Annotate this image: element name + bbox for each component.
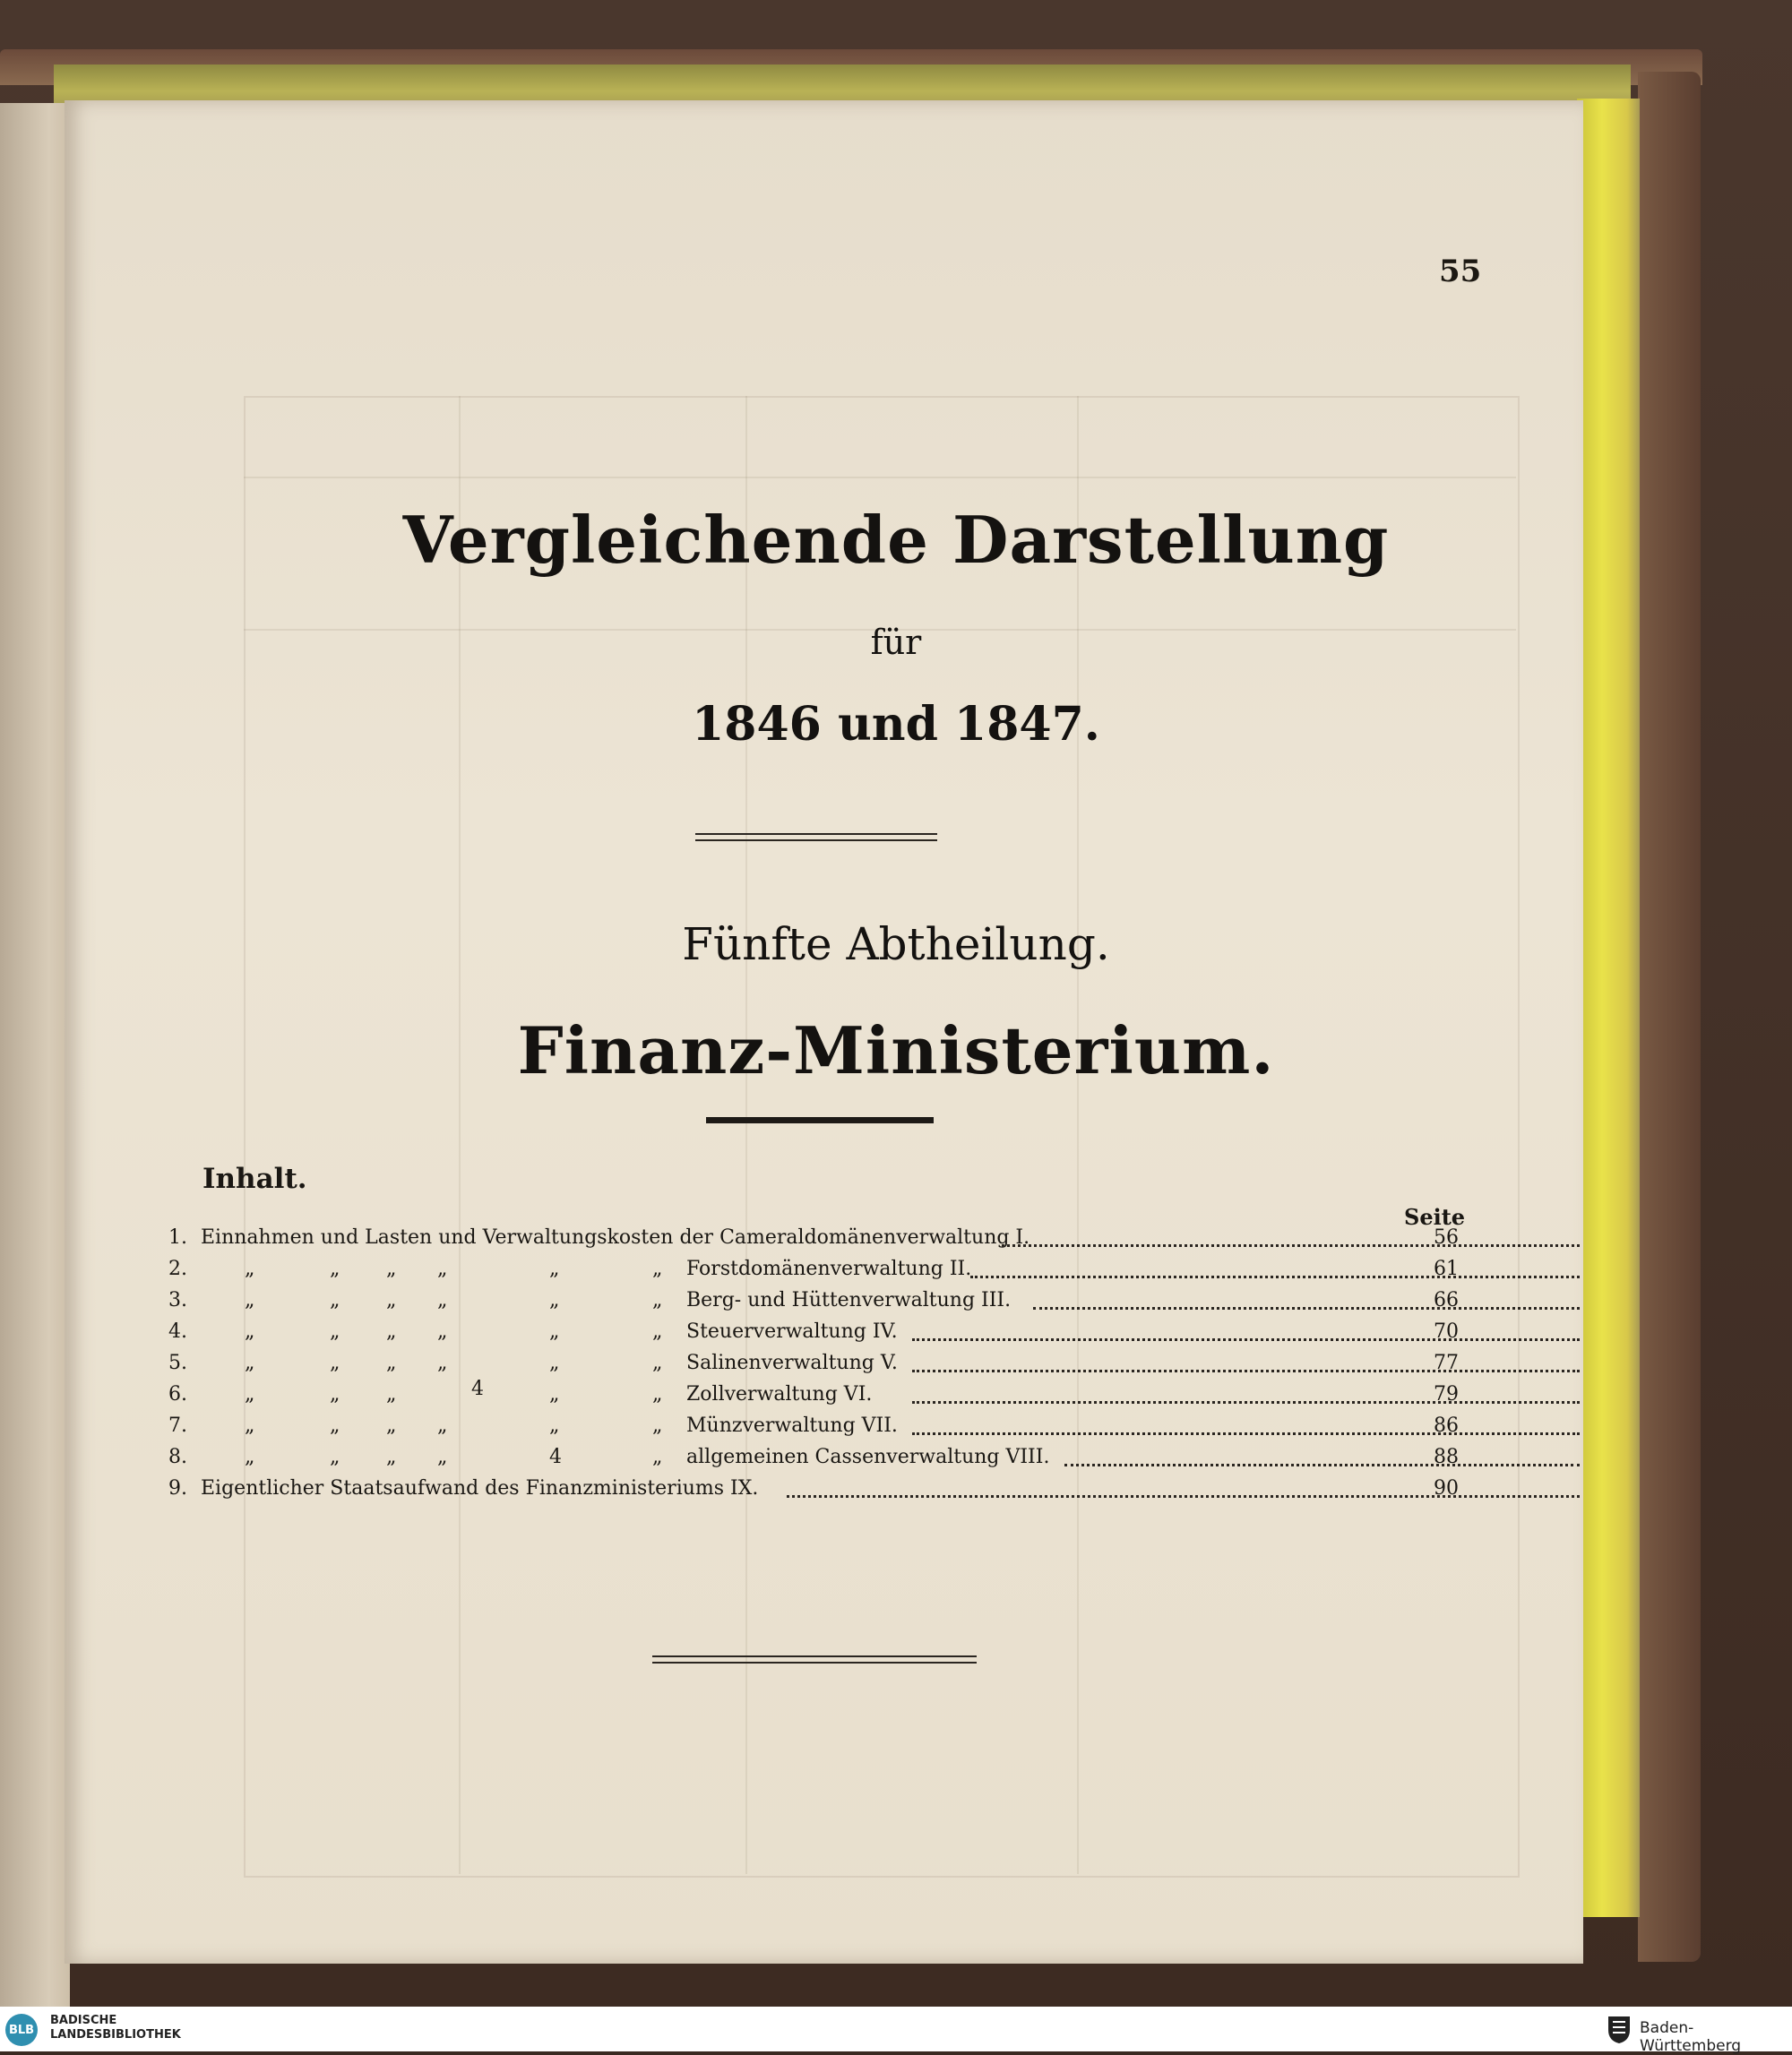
- stray-numeral: 4: [549, 1446, 562, 1468]
- ditto-mark: „: [437, 1352, 448, 1374]
- entry-page: 79: [1434, 1383, 1459, 1406]
- ditto-mark: „: [652, 1446, 663, 1468]
- divider: [652, 1655, 977, 1664]
- dot-leader: [1033, 1307, 1580, 1310]
- ditto-mark: „: [330, 1352, 340, 1374]
- ditto-mark: „: [245, 1320, 255, 1343]
- ditto-mark: „: [652, 1258, 663, 1280]
- library-name-line1: BADISCHE: [50, 2014, 117, 2027]
- dot-leader: [912, 1338, 1580, 1341]
- ditto-mark: „: [386, 1352, 397, 1374]
- toc-entry: [168, 1289, 1459, 1320]
- dot-leader: [787, 1495, 1580, 1498]
- entry-text: Salinenverwaltung V.: [686, 1352, 898, 1374]
- ditto-mark: „: [386, 1320, 397, 1343]
- entry-page: 61: [1434, 1258, 1459, 1280]
- ditto-mark: „: [245, 1414, 255, 1437]
- ditto-mark: „: [386, 1258, 397, 1280]
- ditto-mark: „: [245, 1352, 255, 1374]
- state-crest-icon: [1607, 2014, 1632, 2044]
- bleed-rule: [244, 477, 1516, 478]
- toc-entry: [168, 1414, 1459, 1446]
- entry-number: 4.: [168, 1320, 187, 1343]
- ditto-mark: „: [652, 1289, 663, 1311]
- title-years: 1846 und 1847.: [692, 697, 1100, 752]
- ditto-mark: „: [437, 1258, 448, 1280]
- section-heading: Fünfte Abtheilung.: [682, 918, 1110, 970]
- divider: [695, 833, 937, 841]
- entry-page: 66: [1434, 1289, 1459, 1311]
- entry-page: 88: [1434, 1446, 1459, 1468]
- dot-leader: [1064, 1464, 1580, 1466]
- entry-text: Münzverwaltung VII.: [686, 1414, 898, 1437]
- ditto-mark: „: [549, 1352, 560, 1374]
- ditto-mark: „: [437, 1414, 448, 1437]
- toc-entry: [168, 1352, 1459, 1383]
- divider: [706, 1117, 934, 1123]
- ditto-mark: „: [386, 1414, 397, 1437]
- ministry-heading: Finanz-Ministerium.: [517, 1012, 1275, 1088]
- entry-text: Zollverwaltung VI.: [686, 1383, 873, 1406]
- ditto-mark: „: [549, 1289, 560, 1311]
- entry-page: 56: [1434, 1226, 1459, 1249]
- library-name-line2: LANDESBIBLIOTHEK: [50, 2028, 181, 2042]
- title-connector: für: [870, 623, 922, 662]
- toc-entry: [168, 1226, 1459, 1258]
- document-title: Vergleichende Darstellung: [402, 502, 1390, 578]
- ditto-mark: „: [245, 1383, 255, 1406]
- ditto-mark: „: [330, 1258, 340, 1280]
- state-name: Baden-Württemberg: [1640, 2019, 1742, 2055]
- ditto-mark: „: [386, 1383, 397, 1406]
- table-of-contents: [168, 1226, 1459, 1509]
- entry-number: 3.: [168, 1289, 187, 1311]
- entry-page: 77: [1434, 1352, 1459, 1374]
- entry-text: Eigentlicher Staatsaufwand des Finanzministeriums IX.: [201, 1477, 759, 1500]
- toc-heading: Inhalt.: [202, 1163, 307, 1195]
- ditto-mark: „: [245, 1289, 255, 1311]
- bleed-rule: [745, 396, 747, 1874]
- entry-page: 90: [1434, 1477, 1459, 1500]
- entry-text: Berg- und Hüttenverwaltung III.: [686, 1289, 1012, 1311]
- bleed-rule: [1077, 396, 1079, 1874]
- entry-number: 8.: [168, 1446, 187, 1468]
- entry-text: allgemeinen Cassenverwaltung VIII.: [686, 1446, 1050, 1468]
- dot-leader: [912, 1370, 1580, 1372]
- library-name: [50, 2014, 181, 2042]
- ditto-mark: „: [245, 1258, 255, 1280]
- toc-entry: [168, 1446, 1459, 1477]
- ditto-mark: „: [652, 1352, 663, 1374]
- entry-number: 7.: [168, 1414, 187, 1437]
- entry-number: 9.: [168, 1477, 187, 1500]
- page-number: 55: [1439, 254, 1482, 289]
- ditto-mark: „: [330, 1289, 340, 1311]
- entry-number: 2.: [168, 1258, 187, 1280]
- entry-text: Forstdomänenverwaltung II.: [686, 1258, 972, 1280]
- ditto-mark: „: [652, 1383, 663, 1406]
- dot-leader: [970, 1276, 1580, 1278]
- entry-text: Steuerverwaltung IV.: [686, 1320, 898, 1343]
- dot-leader: [912, 1432, 1580, 1435]
- footer-bar: [0, 2007, 1792, 2055]
- ditto-mark: „: [330, 1446, 340, 1468]
- entry-number: 5.: [168, 1352, 187, 1374]
- bleed-rule: [459, 396, 461, 1874]
- dot-leader: [912, 1401, 1580, 1404]
- toc-entry: [168, 1258, 1459, 1289]
- ditto-mark: „: [652, 1414, 663, 1437]
- page-stack-edge: [1577, 99, 1640, 1917]
- ditto-mark: „: [549, 1258, 560, 1280]
- ditto-mark: „: [549, 1320, 560, 1343]
- ditto-mark: „: [549, 1383, 560, 1406]
- ditto-mark: „: [652, 1320, 663, 1343]
- ditto-mark: „: [437, 1446, 448, 1468]
- entry-number: 1.: [168, 1226, 187, 1249]
- ditto-mark: „: [330, 1383, 340, 1406]
- ditto-mark: „: [549, 1414, 560, 1437]
- entry-page: 70: [1434, 1320, 1459, 1343]
- toc-entry: [168, 1477, 1459, 1509]
- ditto-mark: „: [386, 1289, 397, 1311]
- entry-page: 86: [1434, 1414, 1459, 1437]
- toc-entry: [168, 1378, 1459, 1414]
- toc-entry: [168, 1320, 1459, 1352]
- ditto-mark: „: [330, 1414, 340, 1437]
- entry-number: 6.: [168, 1383, 187, 1406]
- dot-leader: [1002, 1244, 1580, 1247]
- library-logo: BLB: [5, 2014, 38, 2046]
- entry-text: Einnahmen und Lasten und Verwaltungskosten der Cameraldomänenverwaltung I.: [201, 1226, 1030, 1249]
- ditto-mark: „: [437, 1320, 448, 1343]
- ditto-mark: „: [245, 1446, 255, 1468]
- page-column-label: Seite: [1404, 1204, 1466, 1230]
- ditto-mark: „: [330, 1320, 340, 1343]
- ditto-mark: „: [437, 1289, 448, 1311]
- stray-numeral: 4: [471, 1378, 484, 1400]
- ditto-mark: „: [386, 1446, 397, 1468]
